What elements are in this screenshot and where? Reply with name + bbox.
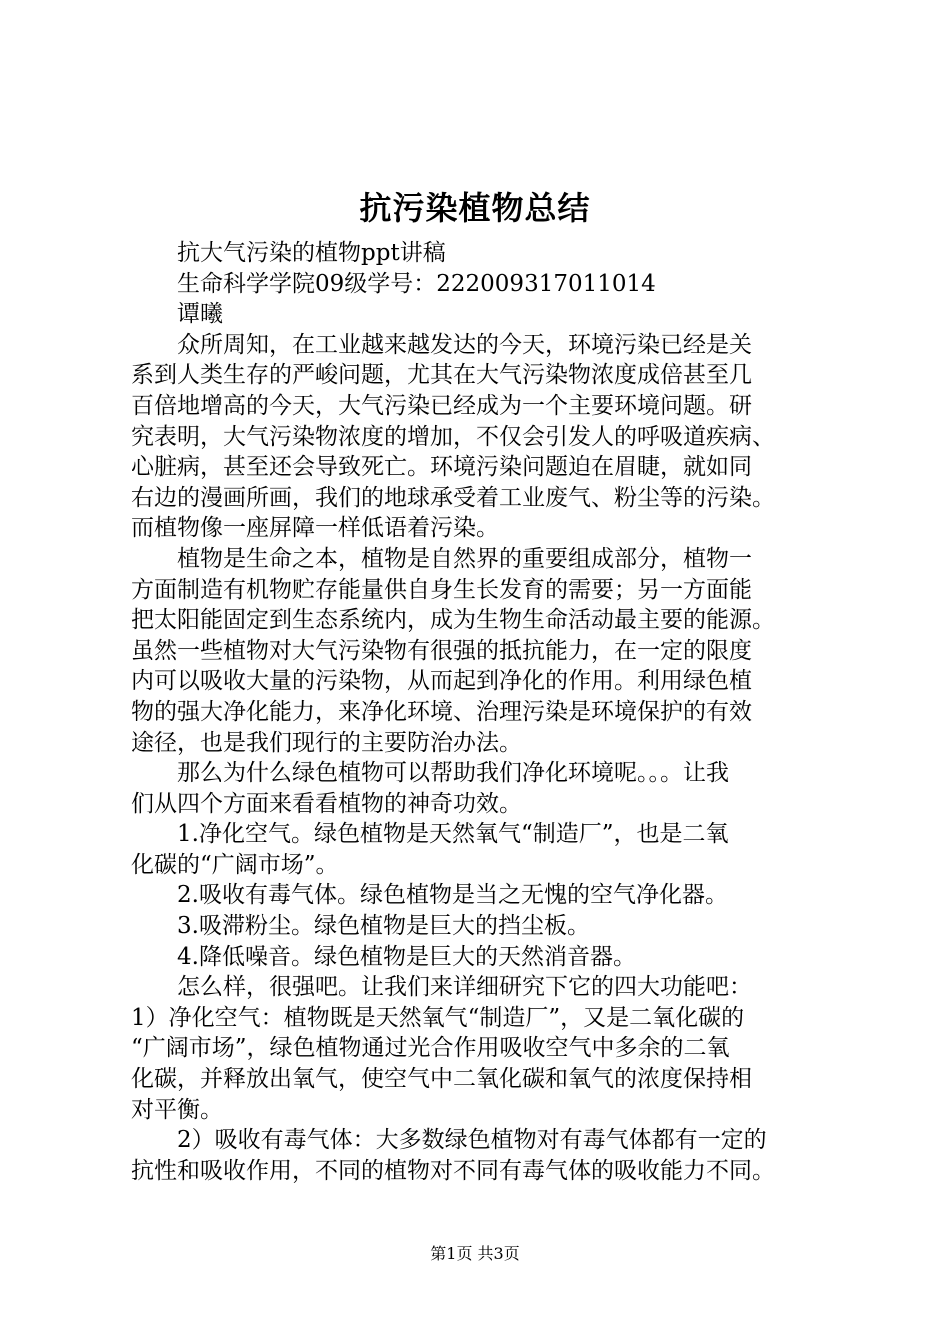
body-line: 那么为什么绿色植物可以帮助我们净化环境呢。。。让我 (131, 760, 729, 787)
body-line: 众所周知，在工业越来越发达的今天，环境污染已经是关 (131, 331, 752, 358)
body-line: 虽然一些植物对大气污染物有很强的抵抗能力，在一定的限度 (131, 637, 752, 664)
body-line: 物的强大净化能力，来净化环境、治理污染是环境保护的有效 (131, 698, 752, 725)
body-line: 2）吸收有毒气体：大多数绿色植物对有毒气体都有一定的 (131, 1127, 767, 1154)
body-line: 植物是生命之本，植物是自然界的重要组成部分，植物一 (131, 545, 752, 572)
body-line: 怎么样，很强吧。让我们来详细研究下它的四大功能吧： (131, 974, 752, 1001)
body-line: 对平衡。 (131, 1096, 223, 1123)
body-line: 化碳的“广阔市场”。 (131, 851, 339, 878)
body-line: 3.吸滞粉尘。绿色植物是巨大的挡尘板。 (131, 913, 590, 940)
document-body (131, 238, 831, 1186)
body-line: 1.净化空气。绿色植物是天然氧气“制造厂”，也是二氧 (131, 821, 729, 848)
body-line: 抗性和吸收作用，不同的植物对不同有毒气体的吸收能力不同。 (131, 1157, 775, 1184)
body-line: 生命科学学院09级学号：222009317011014 (131, 270, 656, 297)
body-line: 把太阳能固定到生态系统内，成为生物生命活动最主要的能源。 (131, 607, 775, 634)
body-line: 谭曦 (131, 301, 223, 328)
body-line: 而植物像一座屏障一样低语着污染。 (131, 515, 499, 542)
body-line: “广阔市场”，绿色植物通过光合作用吸收空气中多余的二氧 (131, 1035, 730, 1062)
page-footer: 第1页 共3页 (430, 1244, 520, 1263)
body-line: 1）净化空气：植物既是天然氧气“制造厂”，又是二氧化碳的 (131, 1004, 745, 1031)
body-line: 内可以吸收大量的污染物，从而起到净化的作用。利用绿色植 (131, 668, 752, 695)
document-title: 抗污染植物总结 (359, 189, 591, 227)
body-line: 途径，也是我们现行的主要防治办法。 (131, 729, 522, 756)
body-line: 百倍地增高的今天，大气污染已经成为一个主要环境问题。研 (131, 392, 752, 419)
body-line: 究表明，大气污染物浓度的增加，不仅会引发人的呼吸道疾病、 (131, 423, 775, 450)
body-line: 们从四个方面来看看植物的神奇功效。 (131, 790, 522, 817)
body-line: 2.吸收有毒气体。绿色植物是当之无愧的空气净化器。 (131, 882, 728, 909)
body-line: 4.降低噪音。绿色植物是巨大的天然消音器。 (131, 943, 636, 970)
body-line: 右边的漫画所画，我们的地球承受着工业废气、粉尘等的污染。 (131, 484, 775, 511)
body-line: 方面制造有机物贮存能量供自身生长发育的需要；另一方面能 (131, 576, 752, 603)
body-line: 系到人类生存的严峻问题，尤其在大气污染物浓度成倍甚至几 (131, 362, 752, 389)
body-line: 抗大气污染的植物ppt讲稿 (131, 240, 446, 266)
body-line: 化碳，并释放出氧气，使空气中二氧化碳和氧气的浓度保持相 (131, 1066, 752, 1093)
body-line: 心脏病，甚至还会导致死亡。环境污染问题迫在眉睫，就如同 (131, 454, 752, 481)
